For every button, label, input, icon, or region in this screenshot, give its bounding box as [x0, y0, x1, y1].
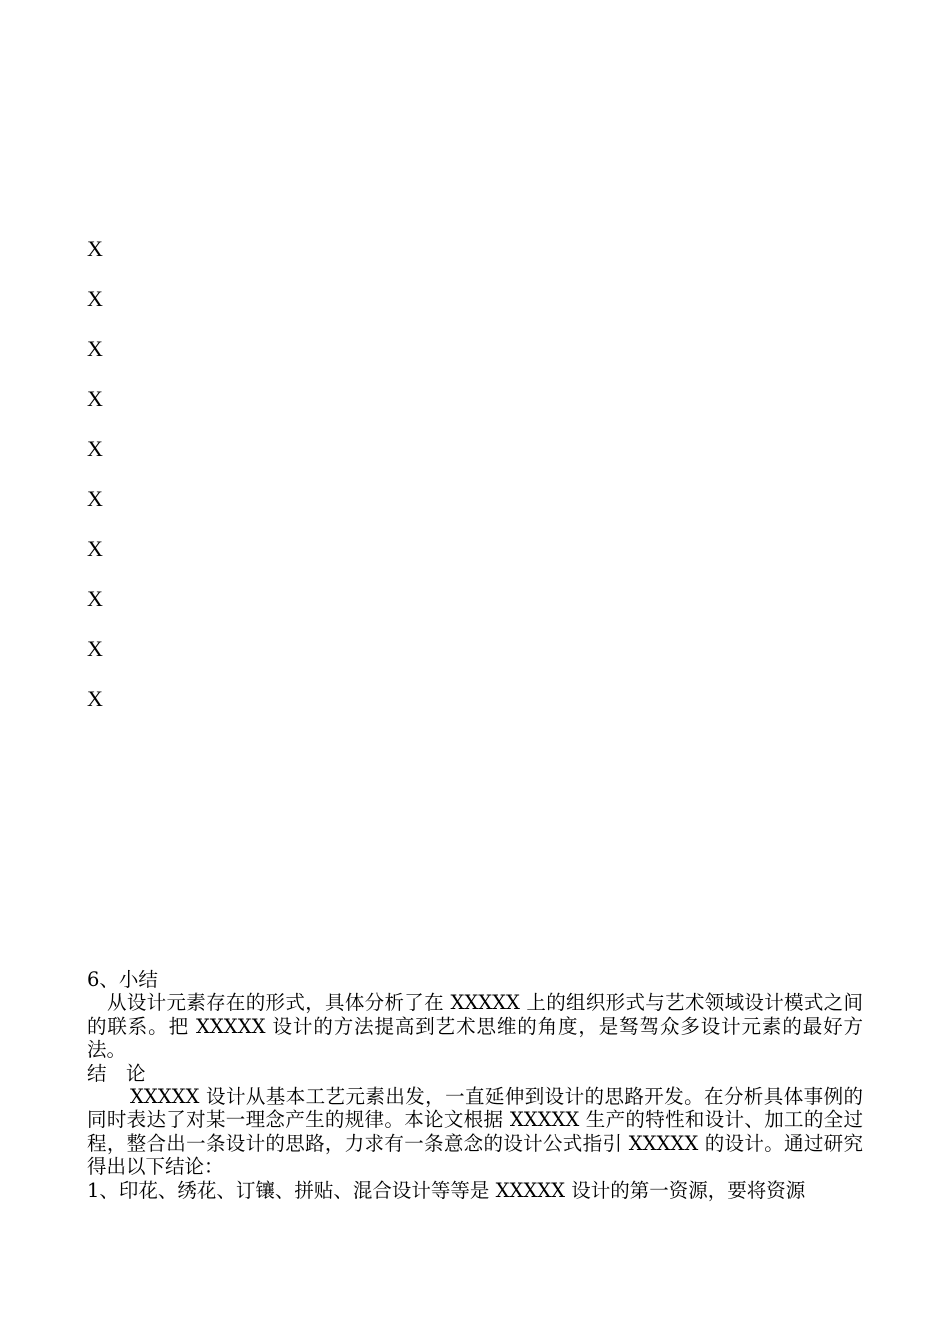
x-marker: X: [87, 636, 103, 661]
x-marker: X: [87, 536, 103, 561]
conclusion-heading: 结 论: [87, 1061, 146, 1085]
summary-heading: 6、小结: [87, 968, 158, 991]
conclusion-paragraph: XXXXX 设计从基本工艺元素出发，一直延伸到设计的思路开发。在分析具体事例的同时表达了对某一理念产生的规律。本论文根据 XXXXX 生产的特性和设计、加工的全过程，整合出一条设计的思路，力求有一条意念的设计公式指引 XXXXX 的设计。通过研究得出以下结论：: [87, 1085, 863, 1179]
conclusion-item-1: 1、印花、绣花、订镶、拼贴、混合设计等等是 XXXXX 设计的第一资源，要将资源: [87, 1178, 806, 1202]
x-marker: X: [87, 486, 103, 511]
x-marker-list: [87, 232, 103, 732]
body-text: [87, 968, 863, 1202]
x-marker: X: [87, 686, 103, 711]
x-marker: X: [87, 386, 103, 411]
x-marker: X: [87, 586, 103, 611]
x-marker: X: [87, 336, 103, 361]
x-marker: X: [87, 436, 103, 461]
x-marker: X: [87, 236, 103, 261]
x-marker: X: [87, 286, 103, 311]
summary-paragraph: 从设计元素存在的形式，具体分析了在 XXXXX 上的组织形式与艺术领域设计模式之间的联系。把 XXXXX 设计的方法提高到艺术思维的角度，是驽驾众多设计元素的最好方法。: [87, 991, 863, 1062]
